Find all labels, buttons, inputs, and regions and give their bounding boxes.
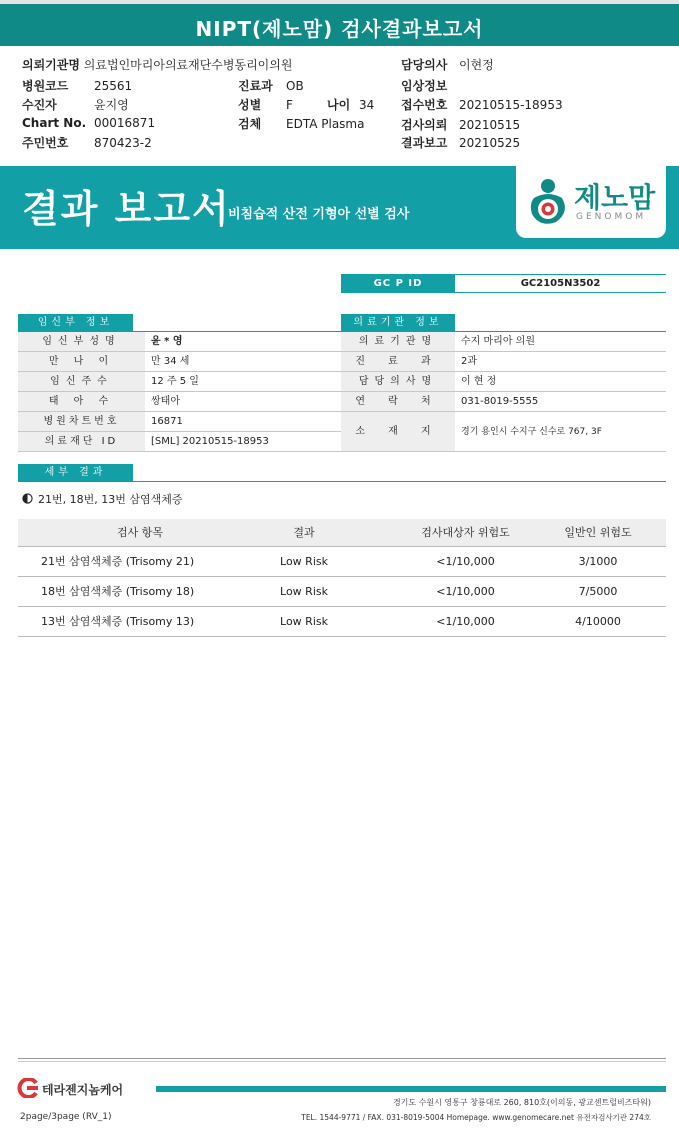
results-table: [18, 519, 666, 637]
patient-row-value: [SML] 20210515-18953: [151, 436, 269, 447]
specimen-field: [238, 115, 364, 132]
rrn-value: 870423-2: [94, 136, 152, 150]
patient-row-value: 12 주 5 일: [151, 376, 199, 387]
detail-section-divider: [18, 481, 666, 482]
patient-row-label: 태 아 수: [18, 392, 145, 411]
banner-subtitle: 비침습적 산전 기형아 선별 검사: [228, 207, 410, 222]
sex-field: [238, 96, 293, 113]
doctor-value: 이현정: [459, 58, 494, 72]
receipt-value: 20210515-18953: [459, 98, 563, 112]
institution-label: 의뢰기관명: [22, 58, 80, 72]
institution-row-label: 진 료 과: [341, 352, 455, 371]
results-cell-item: 21번 삼염색체증 (Trisomy 21): [41, 555, 195, 568]
patient-row-value: 만 34 세: [151, 356, 190, 367]
institution-info-table: [341, 332, 666, 452]
chart-field: [22, 116, 155, 130]
terragen-logo-icon: [16, 1078, 40, 1098]
patient-row: [18, 372, 343, 392]
gcp-id-label: GC P ID: [341, 274, 455, 293]
patient-row-value: 윤 * 영: [151, 336, 183, 347]
receipt-label: 접수번호: [401, 98, 448, 112]
patient-row: [18, 432, 343, 452]
institution-row: [341, 332, 666, 352]
report-title: NIPT(제노맘) 검사결과보고서: [0, 0, 679, 46]
institution-row-label: 소 재 지: [341, 412, 455, 451]
hospital-code-label: 병원코드: [22, 79, 69, 93]
results-cell-general-risk: 7/5000: [578, 585, 618, 598]
patient-row-label: 임신주수: [18, 372, 145, 391]
patient-field: [22, 96, 129, 113]
institution-row-value: 이 현 정: [461, 376, 497, 387]
table-row: [18, 547, 666, 577]
results-cell-result: Low Risk: [280, 555, 328, 568]
results-cell-general-risk: 3/1000: [578, 555, 618, 568]
institution-row-label: 연 락 처: [341, 392, 455, 411]
specimen-value: EDTA Plasma: [286, 117, 365, 131]
patient-row-label: 임신부성명: [18, 332, 145, 351]
institution-row-value: 수지 마리아 의원: [461, 336, 535, 347]
patient-row-label: 의료재단 ID: [18, 432, 145, 451]
age-label: 나이: [327, 98, 351, 112]
age-value: 34: [359, 98, 375, 112]
rrn-field: [22, 134, 152, 151]
results-header-row: [18, 519, 666, 547]
department-field: [238, 77, 304, 94]
receipt-field: [401, 96, 563, 113]
footer-teal-bar: [156, 1086, 666, 1092]
institution-row: [341, 352, 666, 372]
results-cell-item: 13번 삼염색체증 (Trisomy 13): [41, 615, 195, 628]
rrn-label: 주민번호: [22, 136, 69, 150]
request-date-label: 검사의뢰: [401, 118, 448, 132]
institution-field: [22, 56, 292, 73]
report-date-field: [401, 134, 520, 151]
results-cell-result: Low Risk: [280, 615, 328, 628]
hospital-code-field: [22, 77, 132, 94]
patient-row: [18, 332, 343, 352]
hospital-code-value: 25561: [94, 79, 133, 93]
banner-title: 결과 보고서: [22, 187, 231, 231]
genomom-mark-icon: [526, 174, 572, 228]
patient-value: 윤지영: [94, 98, 129, 112]
patient-row-label: 만 나 이: [18, 352, 145, 371]
detail-caption-text: 21번, 18번, 13번 삼염색체증: [38, 493, 183, 506]
request-date-field: [401, 116, 520, 133]
results-cell-subject-risk: <1/10,000: [436, 585, 495, 598]
detail-caption: [22, 491, 182, 507]
doctor-label: 담당의사: [401, 58, 448, 72]
department-label: 진료과: [238, 79, 273, 93]
institution-row: [341, 392, 666, 412]
clinical-info-field: [401, 77, 459, 94]
results-cell-general-risk: 4/10000: [575, 615, 621, 628]
results-header-cell: 검사대상자 위험도: [421, 526, 510, 539]
age-field: [327, 96, 374, 113]
results-header-cell: 결과: [293, 526, 315, 539]
patient-row: [18, 352, 343, 372]
sex-value: F: [286, 98, 293, 112]
logo-subtext: GENOMOM: [576, 212, 647, 222]
patient-info-table: [18, 332, 343, 452]
chart-value: 00016871: [94, 116, 156, 130]
results-cell-subject-risk: <1/10,000: [436, 615, 495, 628]
results-cell-item: 18번 삼염색체증 (Trisomy 18): [41, 585, 195, 598]
table-row: [18, 577, 666, 607]
specimen-label: 검체: [238, 117, 262, 131]
results-header-cell: 검사 항목: [116, 526, 163, 539]
patient-row-value: 16871: [151, 416, 183, 427]
institution-row-value: 031-8019-5555: [461, 396, 539, 407]
footer-divider: [18, 1061, 666, 1062]
patient-label: 수진자: [22, 98, 57, 112]
footer-brand: 테라젠지놈케어: [42, 1083, 124, 1097]
institution-row-value: 경기 용인시 수지구 신수로 767, 3F: [461, 427, 602, 437]
table-row: [18, 607, 666, 637]
institution-row: [341, 412, 666, 452]
patient-row-value: 쌍태아: [151, 396, 180, 407]
institution-section-title: 의료기관 정보: [341, 314, 455, 332]
detail-section-title: 세부 결과: [18, 464, 133, 482]
institution-row-label: 의료기관명: [341, 332, 455, 351]
department-value: OB: [286, 79, 304, 93]
patient-row: [18, 412, 343, 432]
institution-value: 의료법인마리아의료재단수병동리이의원: [83, 58, 293, 72]
institution-row-label: 담당의사명: [341, 372, 455, 391]
page-number: 2page/3page (RV_1): [20, 1112, 112, 1122]
institution-row: [341, 372, 666, 392]
patient-row-label: 병원차트번호: [18, 412, 145, 431]
logo-text: 제노맘: [574, 181, 656, 214]
results-cell-result: Low Risk: [280, 585, 328, 598]
report-banner: [0, 166, 679, 249]
report-date-label: 결과보고: [401, 136, 448, 150]
genomom-logo: [516, 166, 666, 238]
patient-section-title: 임신부 정보: [18, 314, 133, 332]
sex-label: 성별: [238, 98, 262, 112]
half-circle-icon: [22, 493, 33, 504]
results-cell-subject-risk: <1/10,000: [436, 555, 495, 568]
patient-row: [18, 392, 343, 412]
report-date-value: 20210525: [459, 136, 521, 150]
footer-contact: TEL. 1544-9771 / FAX. 031-8019-5004 Homepage. www.genomecare.net 유전자검사기관 274호: [301, 1113, 651, 1122]
doctor-field: [401, 56, 494, 73]
gcp-id-value: GC2105N3502: [455, 274, 666, 293]
clinical-info-label: 임상정보: [401, 79, 448, 93]
footer-address: 경기도 수원시 영통구 창룡대로 260, 810호(이의동, 광교센트럴비즈타워): [392, 1098, 651, 1107]
request-date-value: 20210515: [459, 118, 521, 132]
results-header-cell: 일반인 위험도: [564, 526, 632, 539]
chart-label: Chart No.: [22, 116, 87, 130]
footer-divider: [18, 1058, 666, 1059]
institution-row-value: 2과: [461, 356, 478, 367]
